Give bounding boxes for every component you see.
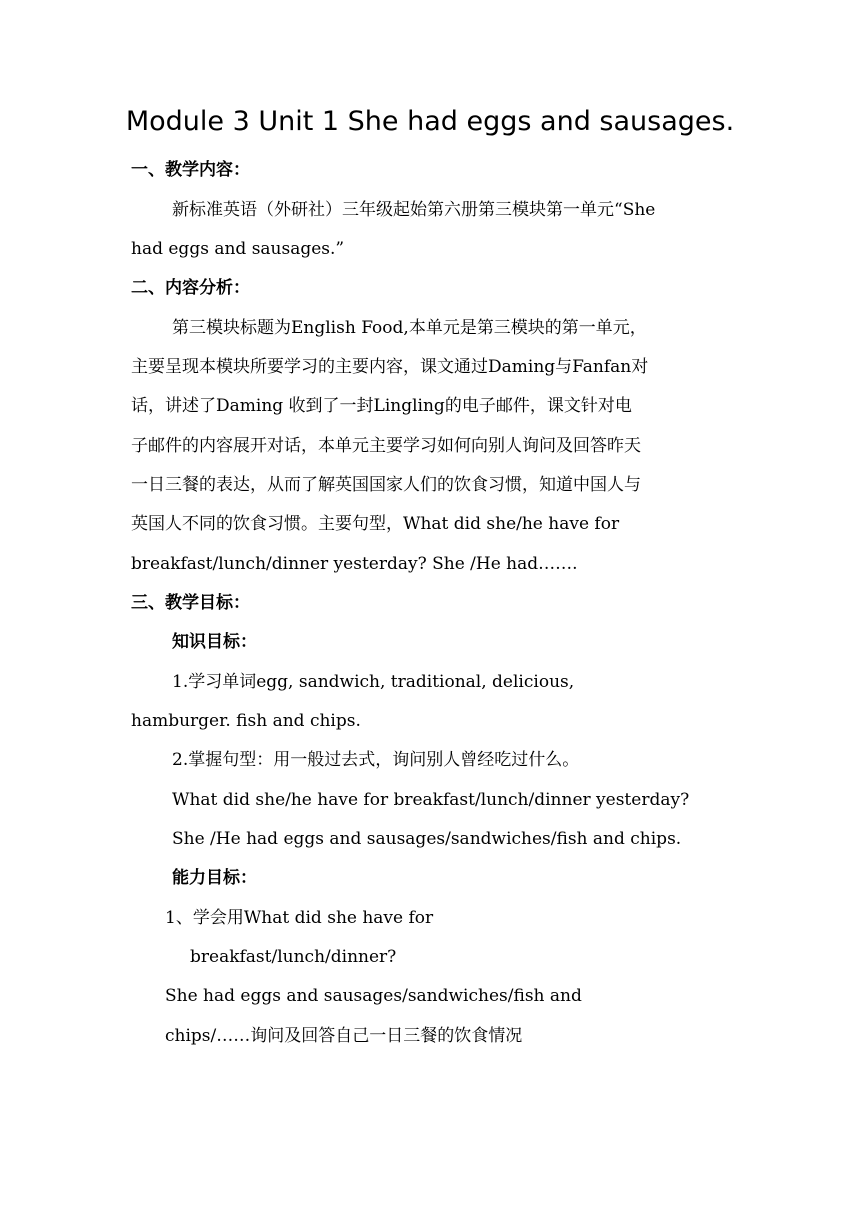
- paragraph-line: breakfast/lunch/dinner yesterday? She /He had…….: [131, 554, 578, 574]
- paragraph-line: had eggs and sausages.”: [131, 239, 345, 259]
- paragraph-line: 主要呈现本模块所要学习的主要内容，课文通过Daming与Fanfan对: [131, 357, 649, 377]
- paragraph-line: 子邮件的内容展开对话，本单元主要学习如何向别人询问及回答昨天: [131, 436, 641, 456]
- list-item-line: hamburger. fish and chips.: [131, 711, 361, 731]
- paragraph-line: 英国人不同的饮食习惯。主要句型，What did she/he have for: [131, 514, 620, 534]
- subheading-knowledge-goals: 知识目标：: [172, 632, 257, 652]
- section-heading-teaching-goals: 三、教学目标：: [131, 593, 250, 613]
- list-item-line: 2.掌握句型：用一般过去式，询问别人曾经吃过什么。: [172, 750, 580, 770]
- paragraph-line: 第三模块标题为English Food,本单元是第三模块的第一单元，: [172, 318, 647, 338]
- list-item-line: 1、学会用What did she have for: [165, 908, 434, 928]
- list-item-line: chips/……询问及回答自己一日三餐的饮食情况: [165, 1026, 523, 1046]
- example-sentence-line: She /He had eggs and sausages/sandwiches/fish and chips.: [172, 829, 682, 849]
- list-item-line: breakfast/lunch/dinner?: [190, 947, 397, 967]
- paragraph-line: 一日三餐的表达，从而了解英国国家人们的饮食习惯，知道中国人与: [131, 475, 641, 495]
- paragraph-line: 新标准英语（外研社）三年级起始第六册第三模块第一单元“She: [172, 200, 656, 220]
- section-heading-content-analysis: 二、内容分析：: [131, 278, 250, 298]
- subheading-ability-goals: 能力目标：: [172, 868, 257, 888]
- list-item-line: She had eggs and sausages/sandwiches/fish and: [165, 986, 582, 1006]
- section-heading-teaching-content: 一、教学内容：: [131, 160, 250, 180]
- example-sentence-line: What did she/he have for breakfast/lunch/dinner yesterday?: [172, 790, 690, 810]
- paragraph-line: 话，讲述了Daming 收到了一封Lingling的电子邮件，课文针对电: [131, 396, 632, 416]
- document-title: Module 3 Unit 1 She had eggs and sausages.: [125, 106, 735, 137]
- list-item-line: 1.学习单词egg, sandwich, traditional, delicious,: [172, 672, 575, 692]
